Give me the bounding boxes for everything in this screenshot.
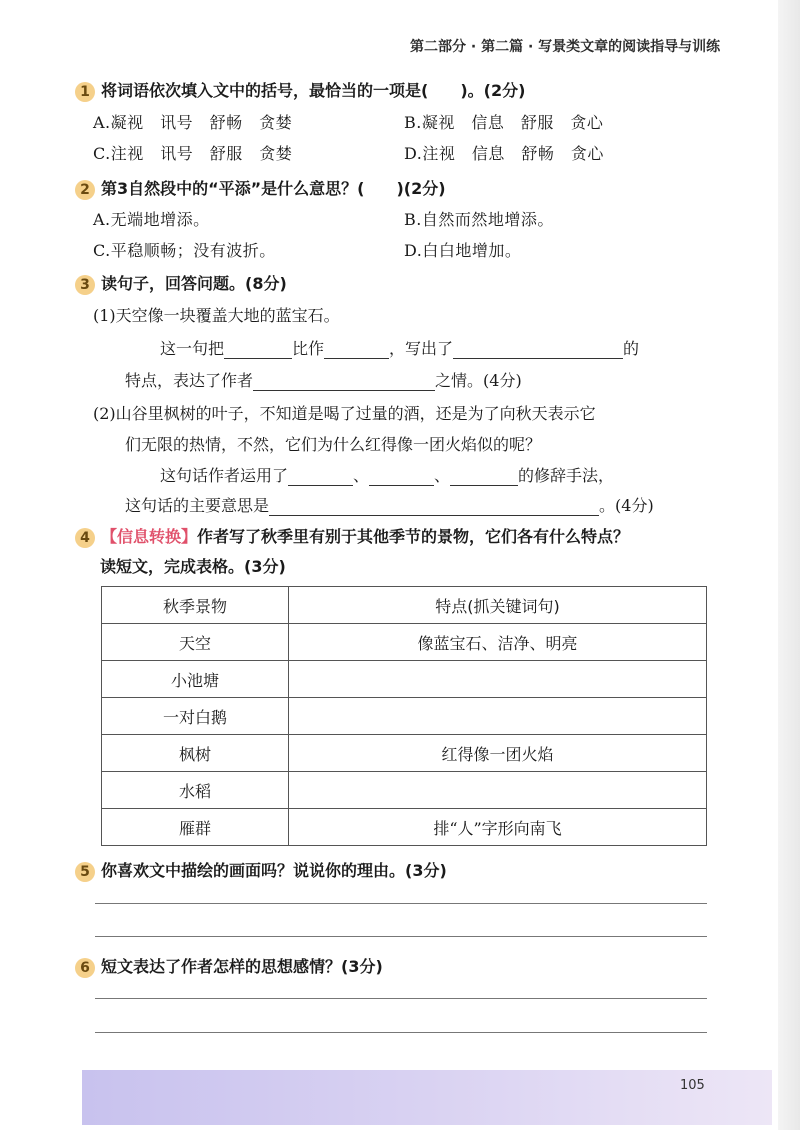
sentence-2: (2)山谷里枫树的叶子，不知道是喝了过量的酒，还是为了向秋天表示它 xyxy=(93,404,596,423)
table-row xyxy=(102,735,707,772)
table-cell: 天空 xyxy=(102,624,289,661)
answer-blank[interactable] xyxy=(253,372,435,391)
table-cell[interactable]: 像蓝宝石、洁净、明亮 xyxy=(289,624,707,661)
question-4 xyxy=(75,524,629,548)
table-row xyxy=(102,698,707,735)
question-number: 5 xyxy=(75,862,95,882)
option-d: D.注视 信息 舒畅 贪心 xyxy=(404,144,604,163)
question-text: 短文表达了作者怎样的思想感情？(3分) xyxy=(101,957,383,976)
table-cell: 一对白鹅 xyxy=(102,698,289,735)
table-cell[interactable] xyxy=(289,698,707,735)
question-text: 将词语依次填入文中的括号，最恰当的一项是( )。(2分) xyxy=(101,81,526,100)
table-row xyxy=(102,772,707,809)
question-number: 3 xyxy=(75,275,95,295)
answer-line[interactable] xyxy=(95,903,707,904)
question-text: 第3自然段中的“平添”是什么意思？( )(2分) xyxy=(101,179,446,198)
question-5 xyxy=(75,858,447,882)
info-tag: 【信息转换】 xyxy=(101,527,198,546)
table-row xyxy=(102,809,707,846)
footer-band xyxy=(82,1070,772,1125)
option-d: D.白白地增加。 xyxy=(404,241,522,260)
answer-line[interactable] xyxy=(95,936,707,937)
question-number: 1 xyxy=(75,82,95,102)
question-2 xyxy=(75,176,446,200)
answer-line[interactable] xyxy=(95,998,707,999)
fill-line-2: 特点，表达了作者 之情。(4分) xyxy=(125,371,522,390)
sentence-1: (1)天空像一块覆盖大地的蓝宝石。 xyxy=(93,306,340,325)
table-row xyxy=(102,661,707,698)
answer-line[interactable] xyxy=(95,1032,707,1033)
table-cell[interactable]: 排“人”字形向南飞 xyxy=(289,809,707,846)
table-cell: 水稻 xyxy=(102,772,289,809)
question-6 xyxy=(75,954,383,978)
option-a: A.无端地增添。 xyxy=(93,210,210,229)
question-text: 读句子，回答问题。(8分) xyxy=(101,274,287,293)
answer-blank[interactable] xyxy=(324,340,389,359)
answer-blank[interactable] xyxy=(369,467,434,486)
page-header: 第二部分 · 第二篇 · 写景类文章的阅读指导与训练 xyxy=(410,39,721,55)
question-number: 4 xyxy=(75,528,95,548)
answer-blank[interactable] xyxy=(269,497,599,516)
table-header-row xyxy=(102,587,707,624)
question-number: 2 xyxy=(75,180,95,200)
option-b: B.凝视 信息 舒服 贪心 xyxy=(404,113,604,132)
question-4-cont: 读短文，完成表格。(3分) xyxy=(100,557,286,576)
option-c: C.平稳顺畅；没有波折。 xyxy=(93,241,276,260)
table-cell: 小池塘 xyxy=(102,661,289,698)
table-cell[interactable]: 红得像一团火焰 xyxy=(289,735,707,772)
option-c: C.注视 讯号 舒服 贪婪 xyxy=(93,144,293,163)
option-b: B.自然而然地增添。 xyxy=(404,210,554,229)
option-a: A.凝视 讯号 舒畅 贪婪 xyxy=(93,113,293,132)
answer-blank[interactable] xyxy=(288,467,353,486)
column-header: 秋季景物 xyxy=(102,587,289,624)
table-cell[interactable] xyxy=(289,772,707,809)
question-1 xyxy=(75,78,525,102)
table-cell: 雁群 xyxy=(102,809,289,846)
fill-line-4: 这句话的主要意思是 。(4分) xyxy=(125,496,654,515)
sentence-2-cont: 们无限的热情，不然，它们为什么红得像一团火焰似的呢？ xyxy=(125,435,542,454)
question-text: 你喜欢文中描绘的画面吗？说说你的理由。(3分) xyxy=(101,861,447,880)
table-cell[interactable] xyxy=(289,661,707,698)
answer-blank[interactable] xyxy=(453,340,623,359)
fill-line-3: 这句话作者运用了 、 、 的修辞手法， xyxy=(160,466,615,485)
scenery-table xyxy=(101,586,707,846)
column-header: 特点(抓关键词句) xyxy=(289,587,707,624)
table-row xyxy=(102,624,707,661)
question-text: 作者写了秋季里有别于其他季节的景物，它们各有什么特点？ xyxy=(197,527,630,546)
page-edge xyxy=(778,0,800,1130)
question-3 xyxy=(75,271,287,295)
answer-blank[interactable] xyxy=(450,467,518,486)
page-number: 105 xyxy=(680,1078,705,1093)
table-cell: 枫树 xyxy=(102,735,289,772)
fill-line-1: 这一句把 比作 ，写出了 的 xyxy=(160,339,640,358)
answer-blank[interactable] xyxy=(224,340,292,359)
question-number: 6 xyxy=(75,958,95,978)
